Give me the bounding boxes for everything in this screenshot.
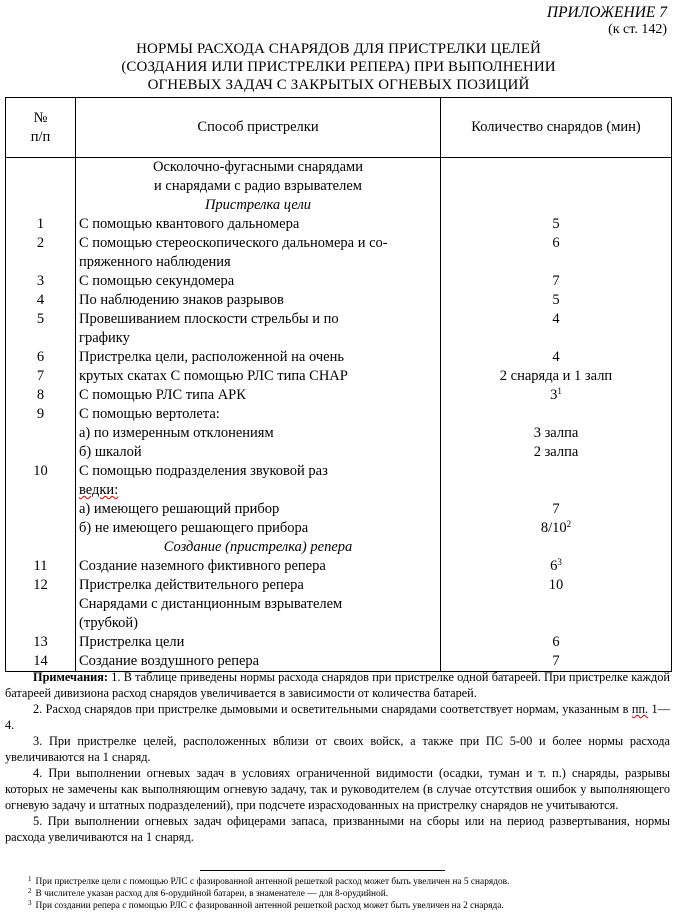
norms-table [5, 97, 672, 672]
row-method: С помощью РЛС типа АРК [76, 386, 441, 405]
row-number: 11 [6, 557, 76, 576]
note-1 [5, 669, 670, 701]
empty-cell [6, 595, 76, 633]
table-row [6, 519, 672, 538]
row-number: 4 [6, 291, 76, 310]
title-line: НОРМЫ РАСХОДА СНАРЯДОВ ДЛЯ ПРИСТРЕЛКИ ЦЕЛЕЙ [136, 41, 541, 57]
section-row [6, 538, 672, 557]
empty-cell [441, 538, 672, 557]
row-number: 10 [6, 462, 76, 500]
row-method: а) имеющего решающий прибор [76, 500, 441, 519]
empty-cell [6, 158, 76, 216]
footnote-text: При создании репера с помощью РЛС с фазированной антенной решеткой расход может быть увеличен на 2 снаряда. [35, 901, 504, 911]
section-row [6, 158, 672, 216]
table-row [6, 500, 672, 519]
method-line: ведки: [79, 482, 119, 498]
note-2 [5, 701, 670, 733]
section-line: и снарядами с радио взрывателем [154, 178, 362, 194]
row-quantity: 2 снаряда и 1 залп [441, 367, 672, 386]
table-row [6, 443, 672, 462]
row-number: 5 [6, 310, 76, 348]
row-quantity: 7 [441, 500, 672, 519]
subsection-heading: Пристрелка цели [204, 197, 312, 213]
appendix-label: ПРИЛОЖЕНИЕ 7 [546, 4, 667, 21]
method-line: пряженного наблюдения [79, 254, 231, 270]
row-method: Пристрелка цели, расположенной на очень [76, 348, 441, 367]
row-method: крутых скатах С помощью РЛС типа СНАР [76, 367, 441, 386]
method-line: Провешиванием плоскости стрельбы и по [79, 311, 339, 327]
empty-cell [441, 595, 672, 633]
row-quantity: 4 [441, 310, 672, 348]
table-row [6, 462, 672, 500]
section-row [6, 595, 672, 633]
table-row [6, 310, 672, 348]
empty-cell [441, 462, 672, 500]
row-number: 1 [6, 215, 76, 234]
header-number [6, 98, 76, 158]
section-line: Снарядами с дистанционным взрывателем [79, 596, 343, 612]
footnote-mark: 1 [28, 875, 32, 883]
row-method: Пристрелка цели [76, 633, 441, 652]
method-line: С помощью стереоскопического дальномера и со- [79, 235, 388, 251]
row-quantity: 7 [441, 652, 672, 672]
quantity-value: 8/10 [540, 520, 567, 536]
section-heading [76, 158, 441, 216]
row-quantity [441, 405, 672, 424]
row-number: 13 [6, 633, 76, 652]
row-number [6, 424, 76, 443]
method-line: С помощью подразделения звуковой раз [79, 463, 328, 479]
note-5: 5. При выполнении огневых задач офицерами запаса, призванными на сборы или на период развертывания, нормы расхода увеличиваются на 1 снаряд. [5, 814, 670, 844]
note-text: 1—4. [5, 702, 670, 732]
row-quantity: 6 [441, 234, 672, 272]
row-quantity: 3 залпа [441, 424, 672, 443]
header-number-line1: № [33, 109, 48, 126]
table-row [6, 633, 672, 652]
row-method: Пристрелка действительного репера [76, 576, 441, 595]
section-heading [76, 595, 441, 633]
section-line: (трубкой) [79, 615, 138, 631]
footnote-ref: 2 [566, 519, 572, 529]
table-row [6, 424, 672, 443]
row-quantity [441, 386, 672, 405]
header-method: Способ пристрелки [76, 98, 441, 158]
row-quantity: 5 [441, 215, 672, 234]
footnote [28, 888, 668, 900]
table-row [6, 348, 672, 367]
row-number: 9 [6, 405, 76, 424]
row-number: 2 [6, 234, 76, 272]
row-quantity: 10 [441, 576, 672, 595]
row-method: По наблюдению знаков разрывов [76, 291, 441, 310]
title-line: ОГНЕВЫХ ЗАДАЧ С ЗАКРЫТЫХ ОГНЕВЫХ ПОЗИЦИЙ [147, 77, 530, 93]
row-method: С помощью квантового дальномера [76, 215, 441, 234]
footnote-mark: 2 [28, 887, 32, 895]
row-quantity [441, 519, 672, 538]
method-line: графику [79, 330, 130, 346]
row-method: С помощью секундомера [76, 272, 441, 291]
empty-cell [6, 538, 76, 557]
row-number: 14 [6, 652, 76, 672]
table-row [6, 367, 672, 386]
header-number-line2: п/п [30, 128, 51, 145]
note-4: 4. При выполнении огневых задач в условиях ограниченной видимости (осадки, туман и т. п.) снаряды, разрывы которых не замечены как выполняющим огневую задачу, так и руководителем (в случае отсутствия ошибок у выполняющего огневую задачу и штатных подразделений), при подсчете израсходованных на пристрелку снарядов не учитываются. [5, 766, 670, 812]
row-number: 8 [6, 386, 76, 405]
footnote-text: В числителе указан расход для 6-орудийной батареи, в знаменателе — для 8-орудийной. [35, 889, 389, 899]
table-row [6, 272, 672, 291]
row-quantity: 2 залпа [441, 443, 672, 462]
row-number: 6 [6, 348, 76, 367]
section-line: Осколочно-фугасными снарядами [153, 159, 363, 175]
row-quantity: 4 [441, 348, 672, 367]
row-method: Создание воздушного репера [76, 652, 441, 672]
quantity-value: 6 [550, 558, 558, 574]
row-number [6, 519, 76, 538]
footnote-ref: 3 [557, 557, 562, 567]
table-row [6, 291, 672, 310]
row-method: Создание наземного фиктивного репера [76, 557, 441, 576]
footnote-ref: 1 [557, 386, 562, 396]
table-row [6, 234, 672, 272]
row-quantity: 7 [441, 272, 672, 291]
row-quantity: 5 [441, 291, 672, 310]
row-method: а) по измеренным отклонениям [76, 424, 441, 443]
footnote [28, 900, 668, 912]
row-number: 7 [6, 367, 76, 386]
row-method: б) шкалой [76, 443, 441, 462]
section-heading: Создание (пристрелка) репера [76, 538, 441, 557]
empty-cell [441, 158, 672, 216]
footnote [28, 876, 668, 888]
quantity-value: 3 [550, 387, 558, 403]
header-quantity: Количество снарядов (мин) [441, 98, 672, 158]
row-number: 12 [6, 576, 76, 595]
note-text: 1. В таблице приведены нормы расхода снарядов при пристрелке одной батареей. При пристрелке каждой батареей дивизиона расход снарядов увеличивается в зависимости от количества батарей. [5, 670, 670, 700]
row-number [6, 500, 76, 519]
row-method [76, 462, 441, 500]
row-method: С помощью вертолета: [76, 405, 441, 424]
notes-label: Примечания: [33, 670, 109, 684]
note-abbrev: пп. [631, 702, 649, 716]
note-3: 3. При пристрелке целей, расположенных вблизи от своих войск, а также при ПС 5-00 и более нормы расхода увеличиваются на 1 снаряд. [5, 734, 670, 764]
table-row [6, 215, 672, 234]
table-row [6, 405, 672, 424]
table-row [6, 576, 672, 595]
row-method [76, 234, 441, 272]
footnotes [28, 876, 668, 912]
row-quantity [441, 557, 672, 576]
row-number: 3 [6, 272, 76, 291]
article-reference: (к ст. 142) [608, 22, 667, 37]
footnote-divider [200, 870, 445, 871]
row-method: б) не имеющего решающего прибора [76, 519, 441, 538]
row-number [6, 443, 76, 462]
footnote-mark: 3 [28, 899, 32, 907]
notes-section [5, 669, 670, 845]
row-method [76, 310, 441, 348]
title-line: (СОЗДАНИЯ ИЛИ ПРИСТРЕЛКИ РЕПЕРА) ПРИ ВЫПОЛНЕНИИ [121, 59, 556, 75]
row-quantity: 6 [441, 633, 672, 652]
note-text: 2. Расход снарядов при пристрелке дымовыми и осветительными снарядами соответствует нормам, указанным в [33, 702, 632, 716]
footnote-text: При пристрелке цели с помощью РЛС с фазированной антенной решеткой расход может быть увеличен на 5 снарядов. [35, 877, 510, 887]
table-row [6, 557, 672, 576]
table-header-row [6, 98, 672, 158]
page-title [0, 40, 677, 94]
table-row [6, 386, 672, 405]
